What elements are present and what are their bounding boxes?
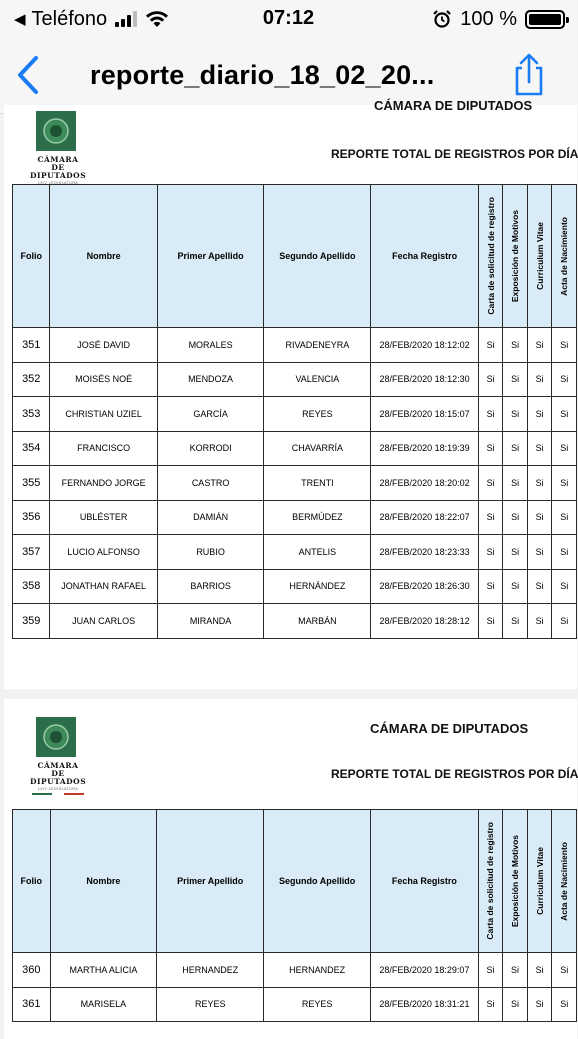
col-nombre-cell: MARTHA ALICIA [50,953,157,988]
col-fecha-registro-cell: 28/FEB/2020 18:22:07 [371,500,478,535]
col-segundo-apellido-cell: REYES [264,987,371,1022]
col-folio-cell: 351 [13,328,50,363]
col-nombre-cell: MARISELA [50,987,157,1022]
col-fecha-registro-cell: 28/FEB/2020 18:23:33 [371,535,478,570]
col-curriculum-vitae-cell: Si [527,535,552,570]
logo-line3: LXIV LEGISLATURA [37,787,79,791]
status-right [432,7,565,31]
col-acta-nacimiento-cell: Si [552,604,577,639]
col-carta-solicitud-cell: Si [478,328,503,363]
col-segundo-apellido-header: Segundo Apellido [264,185,371,328]
col-folio-cell: 352 [13,362,50,397]
back-to-app-icon: ◀ [14,11,26,28]
col-fecha-registro-cell: 28/FEB/2020 18:12:30 [371,362,478,397]
share-icon[interactable] [509,52,549,98]
col-nombre-cell: FRANCISCO [50,431,157,466]
coat-of-arms-icon [30,717,82,757]
col-exposicion-motivos-header [503,185,528,328]
back-chevron-icon[interactable] [12,52,46,98]
clock: 07:12 [262,7,315,29]
col-curriculum-vitae-cell: Si [527,569,552,604]
col-fecha-registro-cell: 28/FEB/2020 18:26:30 [371,569,478,604]
col-segundo-apellido-cell: TRENTI [264,466,371,501]
coat-of-arms-icon [30,111,82,151]
col-nombre-cell: LUCIO ALFONSO [50,535,157,570]
col-segundo-apellido-cell: CHAVARRÍA [264,431,371,466]
table-row [13,500,577,535]
pdf-page-2 [4,699,577,1039]
col-exposicion-motivos-cell: Si [503,466,528,501]
column-header-label: Acta de Nacimiento [559,841,570,921]
carrier-label: Teléfono [31,7,108,30]
col-fecha-registro-cell: 28/FEB/2020 18:15:07 [371,397,478,432]
col-acta-nacimiento-cell: Si [552,328,577,363]
table-row [13,604,577,639]
col-carta-solicitud-cell: Si [478,466,503,501]
col-exposicion-motivos-cell: Si [503,431,528,466]
col-exposicion-motivos-cell: Si [503,953,528,988]
col-curriculum-vitae-cell: Si [527,604,552,639]
col-curriculum-vitae-cell: Si [527,466,552,501]
col-nombre-cell: FERNANDO JORGE [50,466,157,501]
col-carta-solicitud-cell: Si [478,604,503,639]
alarm-icon [432,9,452,29]
col-curriculum-vitae-cell: Si [527,431,552,466]
table-row [13,397,577,432]
logo-stripes [32,793,84,795]
col-segundo-apellido-header: Segundo Apellido [264,810,371,953]
col-acta-nacimiento-cell: Si [552,953,577,988]
battery-percent: 100 % [460,7,517,30]
col-fecha-registro-cell: 28/FEB/2020 18:20:02 [371,466,478,501]
table-header-row [13,185,577,328]
org-title: CÁMARA DE DIPUTADOS [374,98,533,113]
col-acta-nacimiento-cell: Si [552,987,577,1022]
col-carta-solicitud-cell: Si [478,953,503,988]
col-primer-apellido-cell: MORALES [157,328,264,363]
camara-logo [30,111,86,189]
col-fecha-registro-header: Fecha Registro [371,810,478,953]
col-segundo-apellido-cell: ANTELIS [264,535,371,570]
table-row [13,362,577,397]
registros-table [12,184,577,639]
column-header-label: Carta de solicitud de registro [485,822,496,940]
col-primer-apellido-cell: GARCÍA [157,397,264,432]
table-row [13,569,577,604]
col-carta-solicitud-cell: Si [478,362,503,397]
col-exposicion-motivos-cell: Si [503,500,528,535]
logo-line3: LXIV LEGISLATURA [37,181,79,185]
column-header-label: Carta de solicitud de registro [485,197,496,315]
col-nombre-cell: JOSÉ DAVID [50,328,157,363]
col-folio-cell: 358 [13,569,50,604]
col-segundo-apellido-cell: RIVADENEYRA [264,328,371,363]
col-fecha-registro-header: Fecha Registro [371,185,478,328]
col-fecha-registro-cell: 28/FEB/2020 18:31:21 [371,987,478,1022]
camara-logo [30,717,86,795]
col-curriculum-vitae-cell: Si [527,362,552,397]
col-fecha-registro-cell: 28/FEB/2020 18:28:12 [371,604,478,639]
table-row [13,328,577,363]
col-folio-cell: 361 [13,987,51,1022]
col-folio-header: Folio [13,810,51,953]
col-curriculum-vitae-header [527,185,552,328]
col-curriculum-vitae-cell: Si [527,500,552,535]
col-segundo-apellido-cell: REYES [264,397,371,432]
col-acta-nacimiento-cell: Si [552,431,577,466]
pdf-page-1 [4,98,578,689]
col-nombre-cell: UBLÉSTER [50,500,157,535]
pdf-viewer[interactable] [0,98,578,1024]
col-acta-nacimiento-cell: Si [552,362,577,397]
col-folio-cell: 360 [13,953,51,988]
col-primer-apellido-cell: REYES [157,987,264,1022]
col-nombre-header: Nombre [50,185,157,328]
col-exposicion-motivos-cell: Si [503,328,528,363]
col-segundo-apellido-cell: HERNANDEZ [264,953,371,988]
col-folio-cell: 359 [13,604,50,639]
col-carta-solicitud-header [478,810,503,953]
col-nombre-cell: MOISÉS NOÉ [50,362,157,397]
col-exposicion-motivos-cell: Si [503,362,528,397]
col-folio-cell: 355 [13,466,50,501]
col-fecha-registro-cell: 28/FEB/2020 18:29:07 [371,953,478,988]
col-curriculum-vitae-cell: Si [527,397,552,432]
col-nombre-cell: CHRISTIAN UZIEL [50,397,157,432]
col-acta-nacimiento-cell: Si [552,397,577,432]
col-fecha-registro-cell: 28/FEB/2020 18:12:02 [371,328,478,363]
col-exposicion-motivos-cell: Si [503,535,528,570]
col-acta-nacimiento-cell: Si [552,569,577,604]
col-carta-solicitud-cell: Si [478,500,503,535]
col-nombre-cell: JONATHAN RAFAEL [50,569,157,604]
document-title: reporte_diario_18_02_20... [90,60,435,90]
col-folio-cell: 356 [13,500,50,535]
col-primer-apellido-cell: MIRANDA [157,604,264,639]
report-title: REPORTE TOTAL DE REGISTROS POR DÍA [331,767,578,781]
table-row [13,466,577,501]
col-acta-nacimiento-cell: Si [552,535,577,570]
logo-line2: DIPUTADOS [30,777,87,786]
col-segundo-apellido-cell: HERNÁNDEZ [264,569,371,604]
logo-line1: CÁMARA DE [37,761,79,778]
col-primer-apellido-cell: MENDOZA [157,362,264,397]
col-acta-nacimiento-header [552,810,577,953]
col-folio-cell: 353 [13,397,50,432]
col-curriculum-vitae-cell: Si [527,328,552,363]
column-header-label: Exposición de Motivos [510,834,521,928]
col-carta-solicitud-cell: Si [478,535,503,570]
logo-line2: DIPUTADOS [30,171,87,180]
table-row [13,431,577,466]
col-primer-apellido-cell: CASTRO [157,466,264,501]
col-curriculum-vitae-cell: Si [527,987,552,1022]
col-carta-solicitud-cell: Si [478,987,503,1022]
battery-icon [525,10,565,29]
col-carta-solicitud-cell: Si [478,397,503,432]
table-row [13,535,577,570]
col-fecha-registro-cell: 28/FEB/2020 18:19:39 [371,431,478,466]
col-acta-nacimiento-cell: Si [552,466,577,501]
table-header-row [13,810,577,953]
col-primer-apellido-cell: DAMIÁN [157,500,264,535]
registros-table [12,809,577,1022]
column-header-label: Acta de Nacimiento [559,216,570,296]
col-exposicion-motivos-cell: Si [503,569,528,604]
col-carta-solicitud-header [478,185,503,328]
col-primer-apellido-cell: RUBIO [157,535,264,570]
col-curriculum-vitae-cell: Si [527,953,552,988]
col-exposicion-motivos-cell: Si [503,604,528,639]
col-exposicion-motivos-cell: Si [503,987,528,1022]
col-folio-cell: 357 [13,535,50,570]
column-header-label: Curriculum Vitae [534,847,545,915]
col-primer-apellido-header: Primer Apellido [157,185,264,328]
logo-line1: CÁMARA DE [37,155,79,172]
col-exposicion-motivos-cell: Si [503,397,528,432]
col-acta-nacimiento-cell: Si [552,500,577,535]
col-primer-apellido-header: Primer Apellido [157,810,264,953]
col-folio-cell: 354 [13,431,50,466]
col-primer-apellido-cell: BARRIOS [157,569,264,604]
col-nombre-header: Nombre [50,810,157,953]
col-exposicion-motivos-header [503,810,528,953]
column-header-label: Exposición de Motivos [510,209,521,303]
col-folio-header: Folio [13,185,50,328]
report-title: REPORTE TOTAL DE REGISTROS POR DÍA [331,147,578,161]
status-bar [0,0,577,38]
col-primer-apellido-cell: KORRODI [157,431,264,466]
table-row [13,953,577,988]
col-carta-solicitud-cell: Si [478,431,503,466]
col-curriculum-vitae-header [527,810,552,953]
col-primer-apellido-cell: HERNANDEZ [157,953,264,988]
col-segundo-apellido-cell: BERMÚDEZ [264,500,371,535]
table-row [13,987,577,1022]
col-carta-solicitud-cell: Si [478,569,503,604]
col-acta-nacimiento-header [552,185,577,328]
column-header-label: Curriculum Vitae [534,222,545,290]
col-nombre-cell: JUAN CARLOS [50,604,157,639]
col-segundo-apellido-cell: MARBÁN [264,604,371,639]
org-title: CÁMARA DE DIPUTADOS [370,721,529,736]
col-segundo-apellido-cell: VALENCIA [264,362,371,397]
